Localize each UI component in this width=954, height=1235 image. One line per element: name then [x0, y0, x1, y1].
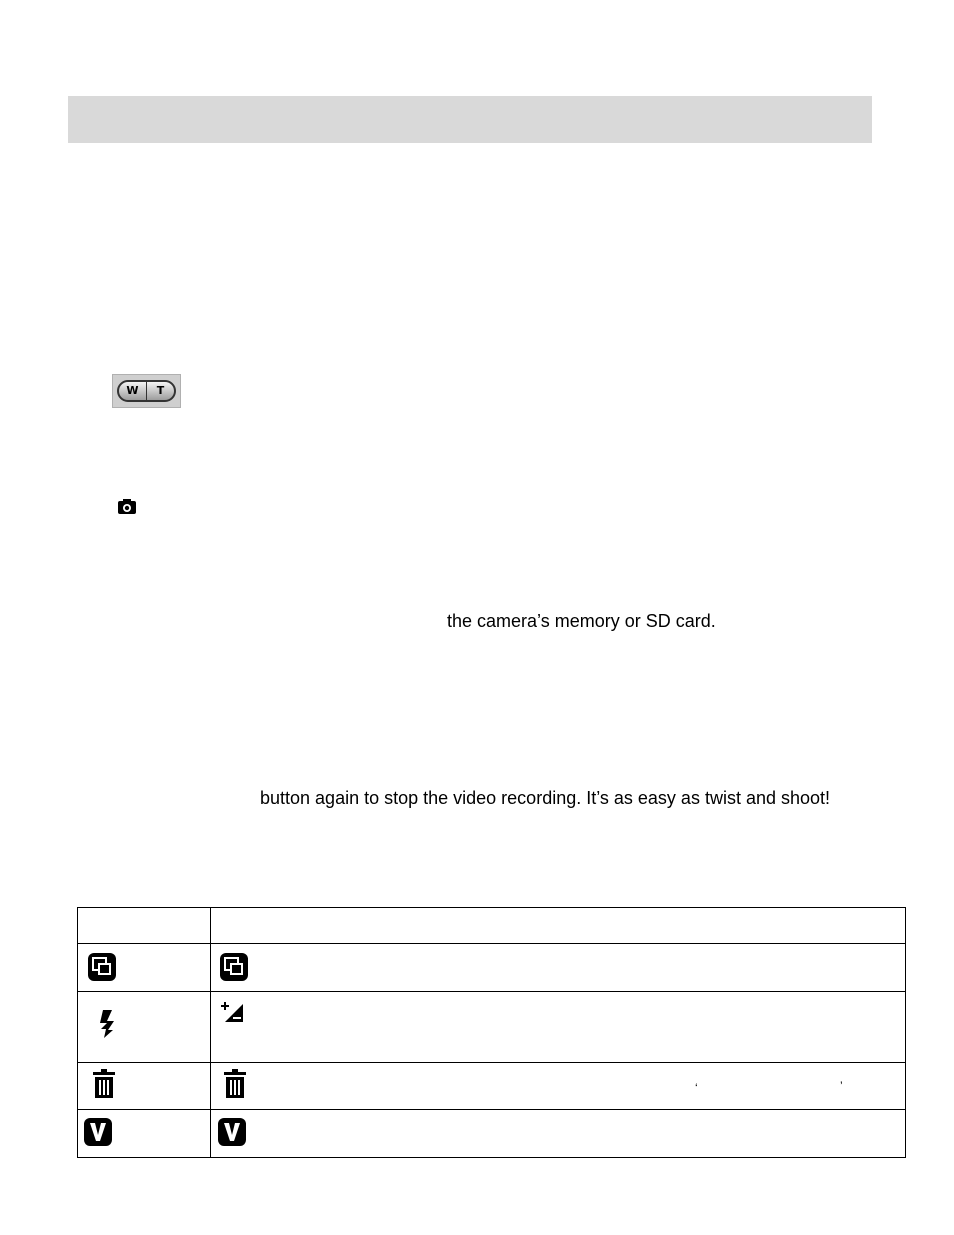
zoom-tele-label: T	[146, 382, 174, 400]
zoom-rocker	[117, 380, 176, 402]
zoom-button-image	[112, 374, 181, 408]
table-row	[78, 992, 906, 1063]
table-row	[78, 944, 906, 992]
open-quote-mark: ‘	[695, 1081, 698, 1095]
icon-cell	[78, 944, 211, 992]
icon-cell	[78, 1110, 211, 1158]
trash-icon	[223, 1069, 247, 1099]
icons-table	[77, 907, 906, 1158]
camera-icon	[117, 498, 137, 515]
burst-mode-icon	[88, 953, 116, 981]
zoom-wide-label: W	[126, 384, 139, 397]
icon-cell	[78, 1063, 211, 1110]
burst-mode-icon	[220, 953, 248, 981]
flash-icon	[98, 1010, 120, 1038]
memory-text: the camera’s memory or SD card.	[447, 611, 716, 631]
video-mode-icon	[84, 1118, 112, 1146]
description-cell	[211, 1110, 906, 1158]
trash-icon	[92, 1069, 116, 1099]
video-stop-text: button again to stop the video recording. It’s as easy as twist and shoot!	[260, 788, 831, 808]
icon-cell	[78, 992, 211, 1063]
description-cell	[211, 1063, 906, 1110]
close-quote-mark: ’	[840, 1079, 843, 1093]
description-cell	[211, 992, 906, 1063]
header-cell-icon	[78, 908, 211, 944]
exposure-compensation-icon	[221, 1002, 245, 1024]
table-header-row	[78, 908, 906, 944]
table-row	[78, 1063, 906, 1110]
table-row	[78, 1110, 906, 1158]
video-mode-icon	[218, 1118, 246, 1146]
section-header-bar	[68, 96, 872, 143]
header-cell-description	[211, 908, 906, 944]
description-cell	[211, 944, 906, 992]
